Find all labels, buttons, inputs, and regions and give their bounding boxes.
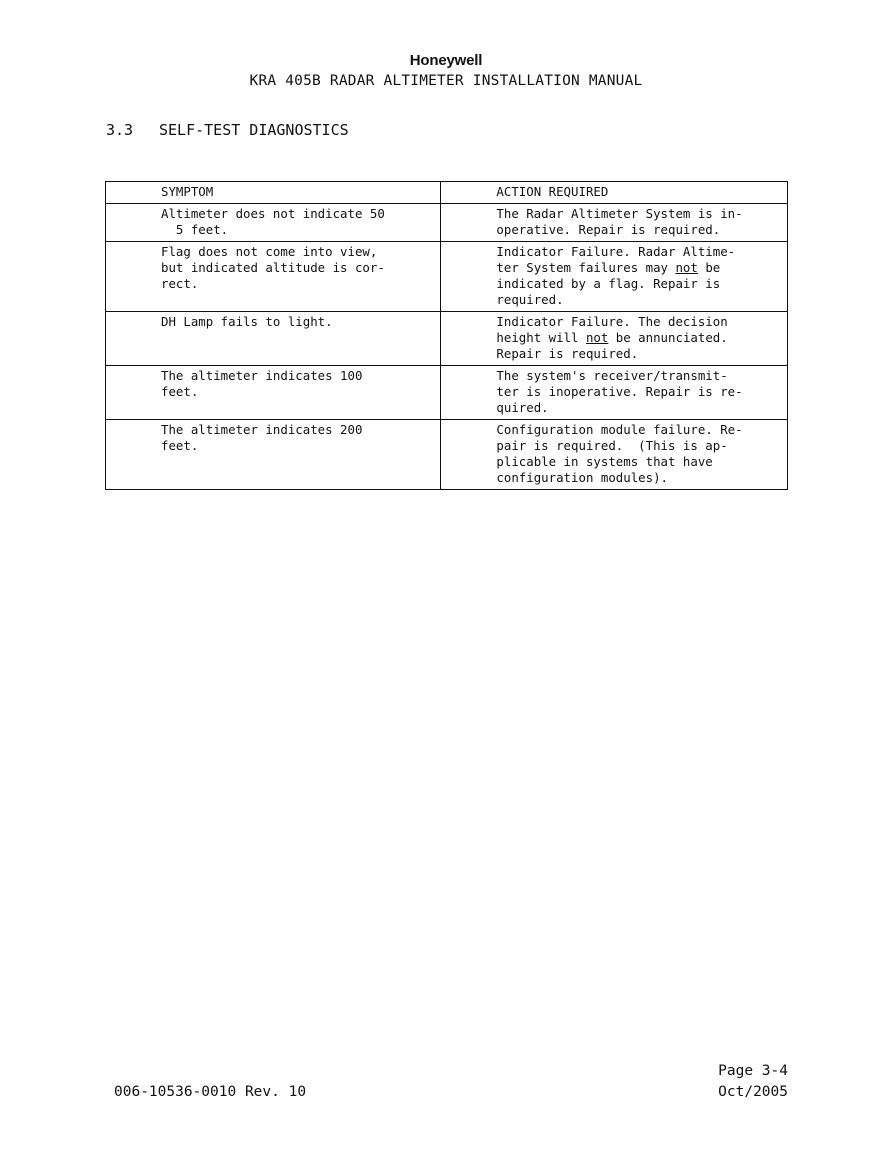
table-row — [106, 242, 788, 312]
table-row — [106, 420, 788, 490]
action-text-segment: be annunciated. — [608, 330, 728, 345]
symptom-text: 5 feet. — [161, 222, 229, 237]
action-text — [496, 422, 781, 438]
action-text — [496, 470, 781, 486]
document-number: 006-10536-0010 Rev. 10 — [114, 1084, 307, 1100]
symptom-text: Flag does not come into view, — [161, 244, 378, 259]
symptom-text: feet. — [161, 438, 199, 453]
action-text — [496, 438, 781, 454]
table-row — [106, 312, 788, 366]
action-text-segment: ter is inoperative. Repair is re- — [496, 384, 743, 399]
page-number: Page 3-4 — [718, 1063, 788, 1079]
action-text — [496, 384, 781, 400]
action-text-segment: Configuration module failure. Re- — [496, 422, 743, 437]
action-cell — [441, 204, 788, 242]
symptom-text: rect. — [161, 276, 199, 291]
symptom-text: The altimeter indicates 200 — [161, 422, 363, 437]
action-text — [496, 292, 781, 308]
table-row — [106, 366, 788, 420]
action-cell — [441, 420, 788, 490]
action-text-segment: ter System failures may — [496, 260, 676, 275]
action-text — [496, 400, 781, 416]
diagnostics-table — [105, 181, 788, 490]
action-text-segment: indicated by a flag. Repair is — [496, 276, 721, 291]
action-text — [496, 260, 781, 276]
action-text-segment: operative. Repair is required. — [496, 222, 721, 237]
table-body — [106, 204, 788, 490]
honeywell-logo: Honeywell — [409, 52, 483, 69]
symptom-text: but indicated altitude is cor- — [161, 260, 385, 275]
symptom-cell — [106, 366, 441, 420]
action-text-segment: Indicator Failure. The decision — [496, 314, 728, 329]
action-text-segment: be — [697, 260, 721, 275]
document-title: KRA 405B RADAR ALTIMETER INSTALLATION MANUAL — [249, 73, 643, 89]
action-text — [496, 222, 781, 238]
action-cell — [441, 312, 788, 366]
section-heading — [106, 121, 349, 139]
action-text — [496, 454, 781, 470]
action-text — [496, 330, 781, 346]
action-cell — [441, 366, 788, 420]
emphasis-not: not — [585, 330, 609, 345]
action-text-segment: Repair is required. — [496, 346, 639, 361]
column-header-action: ACTION REQUIRED — [441, 182, 788, 204]
column-header-symptom: SYMPTOM — [106, 182, 441, 204]
symptom-text: Altimeter does not indicate 50 — [161, 206, 385, 221]
action-text-segment: The system's receiver/transmit- — [496, 368, 728, 383]
symptom-cell — [106, 420, 441, 490]
section-number: 3.3 — [106, 121, 134, 139]
section-title: SELF-TEST DIAGNOSTICS — [159, 121, 349, 139]
action-text-segment: The Radar Altimeter System is in- — [496, 206, 743, 221]
table-header-row — [106, 182, 788, 204]
emphasis-not: not — [675, 260, 698, 275]
action-text-segment: height will — [496, 330, 586, 345]
symptom-cell — [106, 242, 441, 312]
action-text-segment: quired. — [496, 400, 549, 415]
action-text — [496, 314, 781, 330]
action-text-segment: pair is required. (This is ap- — [496, 438, 728, 453]
revision-date: Oct/2005 — [718, 1084, 788, 1100]
action-text-segment: Indicator Failure. Radar Altime- — [496, 244, 736, 259]
table-row — [106, 204, 788, 242]
symptom-text: feet. — [161, 384, 199, 399]
action-text-segment: plicable in systems that have — [496, 454, 713, 469]
action-text-segment: required. — [496, 292, 564, 307]
action-text — [496, 368, 781, 384]
action-text — [496, 244, 781, 260]
action-text — [496, 206, 781, 222]
action-text-segment: configuration modules). — [496, 470, 668, 485]
symptom-text: DH Lamp fails to light. — [161, 314, 333, 329]
symptom-cell — [106, 204, 441, 242]
symptom-cell — [106, 312, 441, 366]
action-text — [496, 346, 781, 362]
action-cell — [441, 242, 788, 312]
action-text — [496, 276, 781, 292]
symptom-text: The altimeter indicates 100 — [161, 368, 363, 383]
